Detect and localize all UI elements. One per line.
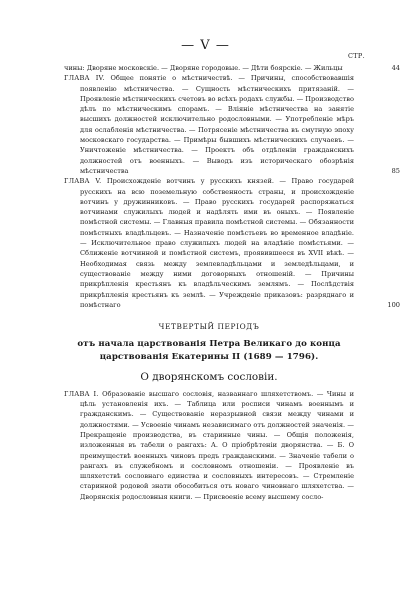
- section-title: О дворянскомъ сословіи.: [140, 371, 278, 384]
- entry-page: 44: [391, 64, 400, 72]
- entry-text: Происхожденіе вотчинъ у русскихъ князей. — Право государей русскихъ на всю поземельную собственность страны, и происхожденіе вотчинъ у дружинниковъ. — Право русскихъ государей распоряжаться вотчинами служилыхъ людей и надѣлять ими въ оныхъ. — Появленіе помѣстной системы. — Главныя правила помѣстной системы. — Обязанности помѣстныхъ владѣльцевъ. — Назначеніе помѣстьевъ во временное владѣніе. — Исключительное право служилыхъ людей на владѣніе помѣстьями. — Сближеніе вотчинной и помѣстной системъ, проявившееся въ XVII вѣкѣ. — Необходимая связь между землевладѣльцами и земледѣльцами, и существованіе между ними договорныхъ отношеній. — Причины прикрѣпленія крестьянъ къ владѣльческимъ землямъ. — Послѣдствія прикрѣпленія крестьянъ къ землѣ. — Учрежденіе приказовъ: разряднаго и помѣстнаго: [80, 177, 354, 309]
- chapter-label: ГЛАВА I.: [64, 389, 99, 398]
- page-number: — V —: [181, 38, 230, 53]
- chapter-label: ГЛАВА V.: [64, 177, 102, 186]
- chapter-label: ГЛАВА IV.: [64, 74, 105, 83]
- period-title: ЧЕТВЕРТЫЙ ПЕРІОДЪ: [158, 322, 260, 332]
- entry-page: 85: [391, 166, 400, 175]
- entry-text: Общее понятіе о мѣстничествѣ. — Причины, способствовавшія появленію мѣстничества. — Сущность мѣстническихъ притязаній. — Проявленіе мѣстническихъ счетовъ во всѣхъ родахъ службы. — Производство дѣлъ по мѣстническимъ спорамъ. — Вліяніе мѣстничества на занятіе высшихъ должностей исключительно родословными. — Употребленіе мѣръ для ослабленія мѣстничества. — Потрясеніе мѣстничества въ смутную эпоху московскаго государства. — Примѣры бывшихъ мѣстническихъ случаевъ. — Уничтоженіе мѣстничества. — Проектъ объ отдѣленіи гражданскихъ должностей отъ военныхъ. — Выводъ изъ историческаго обозрѣнія мѣстничества: [80, 74, 354, 175]
- entry-page: 100: [387, 300, 400, 309]
- toc-entry: [64, 63, 400, 73]
- entry-text: чины: Дворяне московскіе. — Дворяне городовые. — Дѣти боярскіе. — Жильцы: [64, 64, 343, 72]
- toc-entry: [64, 73, 400, 176]
- table-of-contents: [64, 63, 400, 502]
- toc-entry: [64, 389, 354, 502]
- period-subtitle: отъ начала царствованія Петра Великаго до конца царствованія Екатерины II (1689 — 1796).: [77, 339, 341, 363]
- toc-entry: [64, 176, 400, 310]
- entry-text: Образованіе высшаго сословія, названнаго шляхетствомъ. — Чины и цѣль установленія ихъ. — Таблица или росписи чинамъ военнымъ и гражданскимъ. — Существованіе неразрывной связи между чинами и должностями. — Усвоеніе чинамъ независимаго отъ должностей значенія. — Прекращеніе производства, въ старинные чины. — Общія положенія, изложенныя въ табели о рангахъ: А. О пріобрѣтеніи дворянства. — Б. О преимуществѣ военныхъ чиновъ предъ гражданскими. — Значеніе табели о рангахъ въ служебномъ и сословномъ отношеніи. — Проявленіе въ шляхетствѣ сословнаго единства и сословныхъ интересовъ. — Стремленіе старинной родовой знати обособиться отъ новаго чиновнаго шляхетства. — Дворянскія родословныя книги. — Присвоеніе всему высшему сосло-: [80, 389, 354, 501]
- page-column-header: СТР.: [348, 52, 365, 60]
